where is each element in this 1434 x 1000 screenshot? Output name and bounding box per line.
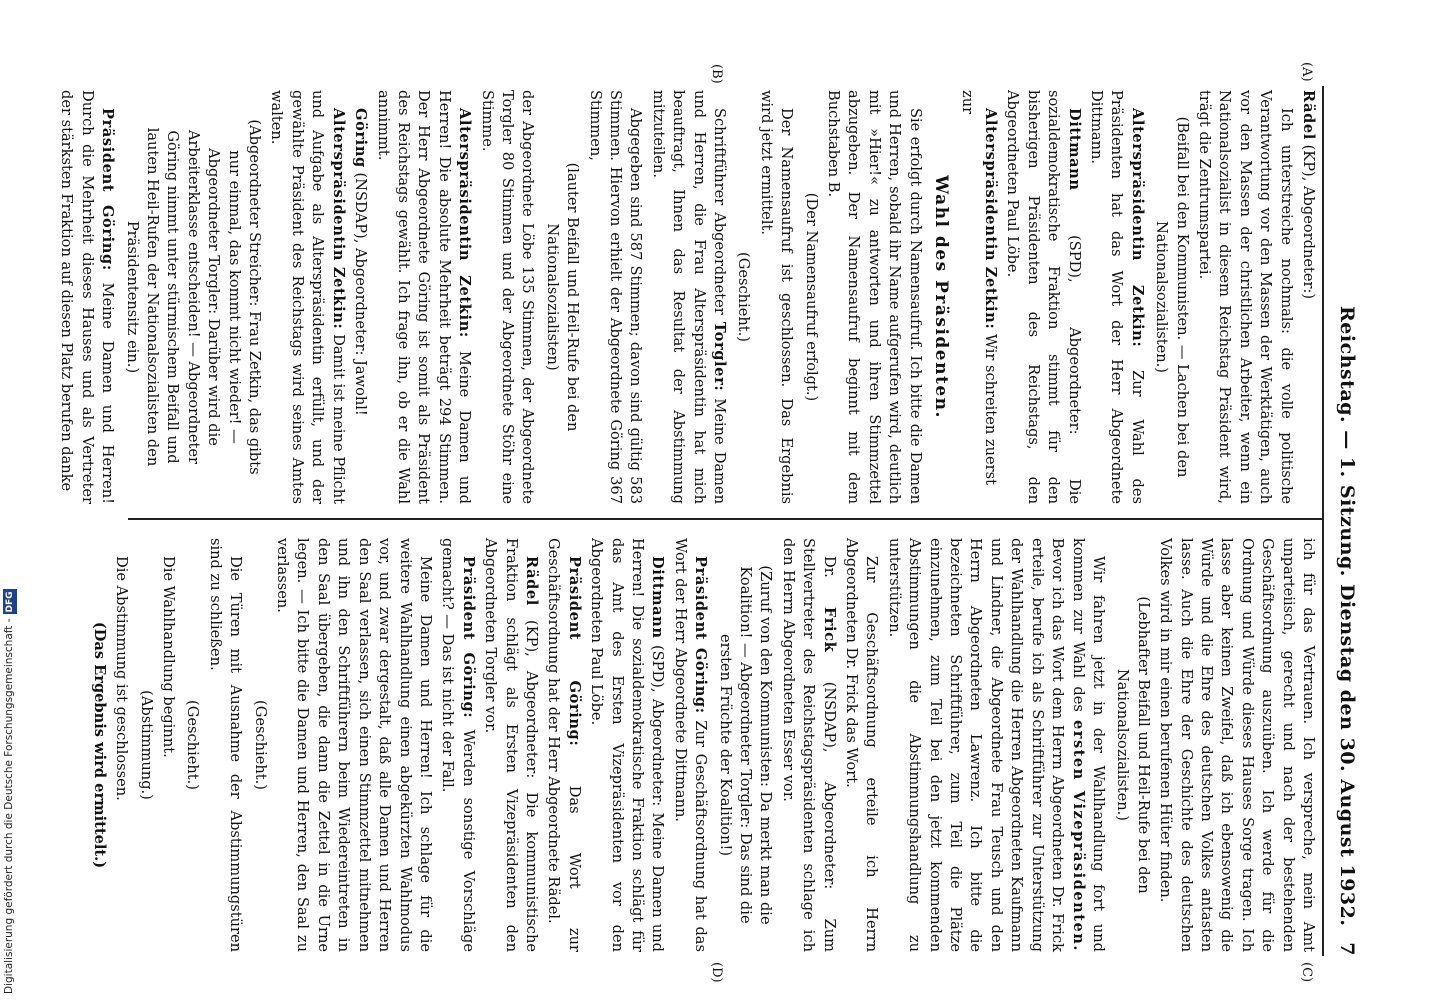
paragraph-text: Schriftführer Abgeordneter: [711, 108, 729, 322]
speaker-name: Dittmann: [649, 556, 667, 639]
paragraph: [372, 90, 474, 504]
paragraph: [883, 538, 1107, 952]
speaker-name: Torgler:: [711, 321, 729, 392]
paragraph-text: (KP), Abgeordneter:): [1300, 139, 1317, 300]
credit-text: Digitalisierung gefördert durch die Deutsche Forschungsgemeinschaft -: [3, 618, 15, 994]
paragraph-text: Meine Damen und Herren! Die absolute Mehrheit beträgt 294 Stimmen. Der Herr Abgeordnete Göring ist somit als Präsident des Reichstags gewählt. Ich frage ihn, ob er die Wahl annimmt.: [374, 90, 474, 504]
paragraph-text: (NSDAP), Abgeordneter: Jawohl!: [352, 167, 370, 416]
stage-direction: (Abstimmung.): [137, 690, 155, 800]
stage-direction: (lauter Beifall und Heil-Rufe bei den Nationalsozialisten): [543, 162, 582, 432]
header-rule: [1322, 86, 1324, 956]
speaker-name: Alterspräsidentin Zetkin:: [1128, 108, 1146, 348]
paragraph: [669, 538, 710, 952]
stage-direction: (Der Namensaufruf erfolgt.): [802, 192, 820, 402]
paragraph: [350, 90, 370, 504]
paragraph: [586, 538, 668, 952]
margin-mark-b: (B): [709, 64, 724, 84]
speaker-name: Alterspräsidentin Zetkin:: [456, 108, 474, 338]
paragraph-text: Zur Geschäftsordnung hat das Wort der Herr Abgeordnete Dittmann.: [671, 538, 710, 952]
stage-direction: (Lebhafter Beifall und Heil-Rufe bei den Nationalsozialisten.): [1114, 596, 1152, 894]
paragraph-text: Werden sonstige Vorschläge gemacht? — Das ist nicht der Fall.: [439, 538, 477, 952]
paragraph: [480, 538, 541, 952]
paragraph: der Abgeordnete Löbe 135 Stimmen, der Abgeordnete Torgler 80 Stimmen und der Abgeordnete Stöhr eine Stimme.: [478, 90, 537, 504]
paragraph: [647, 90, 729, 504]
speaker-name: Alterspräsidentin Zetkin:: [981, 108, 999, 330]
paragraph: [1298, 90, 1318, 504]
paragraph: Die Türen mit Ausnahme der Abstimmungstüren sind zu schließen.: [206, 538, 245, 952]
paragraph: [437, 538, 478, 952]
speaker-name: Rädel: [522, 556, 540, 606]
paragraph: Die Abstimmung ist geschlossen.: [113, 556, 131, 801]
speaker-name: Präsident Göring:: [565, 556, 583, 747]
stage-direction: (Geschieht.): [184, 700, 202, 790]
margin-mark-a: (A): [1299, 62, 1314, 82]
paragraph: [266, 90, 348, 504]
margin-mark-c: (C): [1299, 962, 1314, 983]
paragraph: [1086, 90, 1147, 504]
dfg-logo-icon: DFG: [5, 591, 15, 613]
paragraph-text: Damit ist meine Pflicht und Aufgabe als Alterspräsidentin erfüllt, und der gewählte Präsident des Reichstags wird seines Amtes walten.: [268, 90, 347, 504]
stage-direction: (Beifall bei den Kommunisten. — Lachen bei den Nationalsozialisten.): [1153, 116, 1191, 478]
speaker-name: Präsident Göring:: [99, 108, 117, 271]
speaker-name: Präsident Göring:: [459, 556, 477, 719]
speaker-name: Alterspräsidentin Zetkin:: [329, 108, 347, 330]
speaker-name: Göring: [352, 108, 370, 168]
paragraph: Meine Damen und Herren! Ich schlage für die weitere Wahlhandlung einen abgekürzten Wahlmodus vor, und zwar dergestalt, daß alle Damen und Herren den Saal verlassen, sich einen Stimmzettel mitnehmen und ihn den Schriftführern beim Wiedereintreten in den Saal übergeben, die dann die Zettel in die Urne legen. — Ich bitte die Damen und Herren, den Saal zu verlassen.: [274, 538, 434, 952]
page-header: [1330, 86, 1358, 956]
paragraph-text: (KP), Abgeordneter: Die kommunistische Fraktion schlägt als Ersten Vizepräsidenten den Abgeordneten Torgler vor.: [482, 538, 540, 952]
paragraph: [56, 90, 117, 504]
paragraph: Ich unterstreiche nochmals: die volle politische Verantwortung vor den Massen der Werktätigen, auch vor den Massen der christlichen Arbeiter, wenn ein Nationalsozialist in diesem Reichstag Präsident wird, trägt die Zentrumspartei.: [1195, 90, 1295, 504]
paragraph: Abgegeben sind 587 Stimmen; davon sind gültig 583 Stimmen. Hiervon erhielt der Abgeordnete Göring 367 Stimmen,: [586, 90, 645, 504]
digitization-credit: [2, 591, 16, 994]
page-number: 7: [1336, 942, 1358, 956]
speaker-name: Präsident Göring:: [692, 556, 710, 714]
margin-mark-d: (D): [709, 962, 724, 983]
paragraph-text: (NSDAP), Abgeordneter: Zum Stellvertreter des Reichstagspräsidenten schlage ich den Herrn Abgeordneten Esser vor.: [779, 538, 838, 952]
zur-line: zur: [959, 90, 977, 115]
stage-direction: (Zuruf von den Kommunisten: Da merkt man die Koalition! — Abgeordneter Torgler: Das sind die ersten Früchte der Koalition!): [716, 565, 775, 925]
paragraph-text: Wir fahren jetzt in der Wahlhandlung fort und kommen zur Wahl des: [1069, 538, 1107, 952]
document-page: [58, 62, 1358, 983]
paragraph: [543, 538, 584, 952]
paragraph-text: Das Wort zur Geschäftsordnung hat der Herr Abgeordnete Rädel.: [545, 538, 583, 952]
paragraph-text: (SPD), Abgeordneter: Meine Damen und Herren! Die sozialdemokratische Fraktion schlägt für das Amt des Ersten Vizepräsidenten vor den Abgeordneten Paul Löbe.: [588, 538, 667, 952]
left-column: [54, 90, 1318, 504]
paragraph: ich für das Vertrauen. Ich verspreche, mein Amt unparteiisch, gerecht und nach der bestehenden Geschäftsordnung auszuüben. Ich werde für die Ordnung und Würde dieses Hauses Sorge tragen. Ich lasse aber keinen Zweifel, daß ich ebensowenig die Würde und die Ehre des deutschen Volkes antasten lasse. Auch die Ehre der Geschichte des deutschen Volkes wird in mir einen berufenen Hüter finden.: [1157, 538, 1317, 952]
paragraph-text: Meine Damen und Herren, die Frau Alterspräsidentin hat mich beauftragt, Ihnen das Resultat der Abstimmung mitzuteilen.: [649, 90, 729, 504]
paragraph: Sie erfolgt durch Namensaufruf. Ich bitte die Damen und Herren, sobald ihr Name aufgerufen wird, deutlich mit »Hier!« zu antworten und ihren Stimmzettel abzugeben. Der Namensaufruf beginnt mit dem Buchstaben B.: [825, 90, 924, 504]
speaker-name: Dittmann: [1065, 108, 1083, 191]
section-heading: Wahl des Präsidenten.: [931, 175, 952, 419]
paragraph-text: Dr.: [820, 556, 838, 608]
paragraph-text: (SPD), Abgeordneter: Die sozialdemokratische Fraktion stimmt für den bisherigen Präsidenten des Reichstags, den Abgeordneten Paul Löbe.: [1004, 90, 1083, 504]
paragraph-text: Wir schreiten zuerst: [981, 329, 999, 485]
paragraph-text: Zur Wahl des Präsidenten hat das Wort der Herr Abgeordnete Dittmann.: [1087, 90, 1146, 504]
stage-direction: (Geschieht.): [251, 700, 269, 790]
paragraph: Der Namensaufruf ist geschlossen. Das Ergebnis wird jetzt ermittelt.: [757, 90, 796, 504]
running-title: Reichstag. — 1. Sitzung. Dienstag den 30. August 1932.: [1336, 306, 1358, 927]
right-column: [84, 538, 1318, 952]
emphasis-text: ersten Vizepräsidenten.: [1069, 719, 1087, 952]
column-divider: [128, 518, 1324, 520]
paragraph-text: Bevor ich das Wort dem Herrn Abgeordneten Dr. Frick erteile, berufe ich als Schriftführer zur Unterstützung der Wahlhandlung die Herren Abgeordneten Kaufmann und Lindner, die Abgeordnete Frau Teusch und den Herrn Abgeordneten Lawrenz. Ich bitte die bezeichneten Schriftführer, zum Teil die Plätze einzunehmen, zum Teil bei den jetzt kommenden Abstimmungen die Abstimmungshandlung zu unterstützen.: [885, 538, 1067, 952]
paragraph: Zur Geschäftsordnung erteile ich Herrn Abgeordneten Dr. Frick das Wort.: [843, 538, 881, 952]
paragraph: [777, 538, 838, 952]
stage-direction: (Geschieht.): [735, 252, 753, 342]
stage-direction: (Abgeordneter Streicher: Frau Zetkin, das gibts nur einmal, das kommt nicht wieder! — Abgeordneter Torgler: Darüber wird die Arbeiterklasse entscheiden! — Abgeordneter Göring nimmt unter stürmischem Beifall und lauten Heil-Rufen der Nationalsozialisten den Präsidentensitz ein.): [123, 119, 264, 475]
stage-direction: (Das Ergebnis wird ermittelt.): [90, 621, 108, 869]
speaker-name: Rädel: [1300, 90, 1317, 140]
paragraph: [1002, 90, 1084, 504]
paragraph: Die Wahlhandlung beginnt.: [160, 556, 178, 758]
paragraph-text: Meine Damen und Herren! Durch die Mehrheit dieses Hauses und als Vertreter der stärksten Fraktion auf diesen Platz berufen danke: [58, 90, 117, 504]
paragraph: [980, 90, 1000, 504]
speaker-name: Frick: [820, 607, 838, 653]
